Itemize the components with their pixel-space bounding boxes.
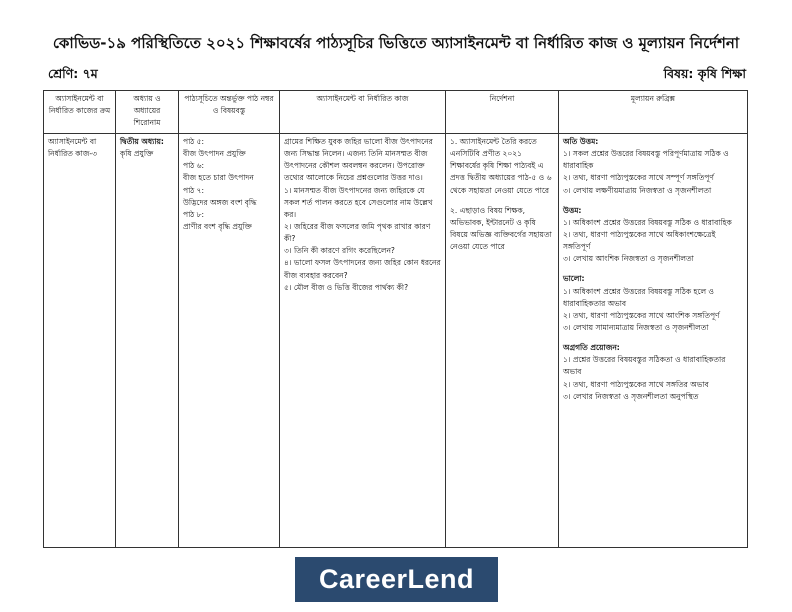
rubric-level-heading: ভালো:: [563, 274, 585, 284]
cell-lessons: [179, 134, 280, 548]
lesson-line: বীজ হতে চারা উৎপাদন: [183, 173, 254, 183]
task-question: ৫। মৌল বীজ ও ভিত্তি বীজের পার্থক্য কী?: [284, 282, 409, 292]
rubric-level-heading: অতি উত্তম:: [563, 137, 599, 146]
task-question: ৪। ভালো ফসল উৎপাদনের জন্য জহির কোন ধরনের বীজ ব্যবহার করবেন?: [284, 258, 441, 280]
header-instructions: নির্দেশনা: [446, 91, 559, 134]
lesson-line: প্রাণীর বংশ বৃদ্ধি প্রযুক্তি: [183, 221, 252, 231]
chapter-name: কৃষি প্রযুক্তি: [120, 149, 154, 159]
rubric-item: ২। তথ্য, ধারণা পাঠ্যপুস্তকের সাথে সম্পূর্ণ সঙ্গতিপূর্ণ: [563, 173, 714, 183]
subject-label: বিষয়: কৃষি শিক্ষা: [663, 66, 746, 81]
lesson-line: পাঠ ৬:: [183, 161, 205, 171]
header-chapter: অধ্যায় ও অধ্যায়ের শিরোনাম: [116, 91, 179, 134]
lesson-line: বীজ উৎপাদন প্রযুক্তি: [183, 149, 246, 159]
task-question: ২। জহিরের বীজ ফসলের জমি পৃথক রাখার কারণ কী?: [284, 221, 431, 244]
rubric-item: ৩। লেখায় লক্ষণীয়মাত্রায় নিজস্বতা ও সৃজনশীলতা: [563, 185, 712, 195]
rubric-item: ১। অধিকাংশ প্রশ্নের উত্তরের বিষয়বস্তু সঠিক হলে ও ধারাবাহিকতার অভাব: [563, 286, 714, 308]
task-question: ৩। তিনি কী কারণে রগিং করেছিলেন?: [284, 246, 395, 256]
lesson-line: পাঠ ৫:: [183, 137, 205, 146]
cell-task: [280, 134, 446, 548]
cell-instructions: [446, 134, 559, 548]
rubric-item: ১। প্রশ্নের উত্তরের বিষয়বস্তুর সঠিকতা ও ধারাবাহিকতার অভাব: [563, 355, 726, 377]
rubric-item: ৩। লেখায় আংশিক নিজস্বতা ও সৃজনশীলতা: [563, 254, 694, 264]
instruction-item: ২. এছাড়াও বিষয় শিক্ষক, অভিভাবক, ইন্টারনেট ও কৃষি বিষয়ে অভিজ্ঞ ব্যক্তিবর্গের সহায়তা নেওয়া যেতে পারে: [450, 205, 552, 252]
task-question: ১। মানসম্মত বীজ উৎপাদনের জন্য জহিরকে যে সকল শর্ত পালন করতে হবে সেগুলোর নাম উল্লেখ কর।: [284, 185, 433, 219]
header-assignment-no: অ্যাসাইনমেন্ট বা নির্ধারিত কাজের ক্রম: [44, 91, 116, 134]
table-header-row: [44, 91, 748, 134]
assignment-no-text: অ্যাসাইনমেন্ট বা নির্ধারিত কাজ-৩: [48, 137, 97, 159]
lesson-line: উদ্ভিদের অঙ্গজ বংশ বৃদ্ধি: [183, 197, 257, 207]
rubric-item: ১। সকল প্রশ্নের উত্তরের বিষয়বস্তু পরিপূর্ণমাত্রায় সঠিক ও ধারাবাহিক: [563, 149, 729, 171]
header-task: অ্যাসাইনমেন্ট বা নির্ধারিত কাজ: [280, 91, 446, 134]
careerlend-logo: [295, 557, 498, 602]
lesson-line: পাঠ ৮:: [183, 209, 205, 219]
rubric-level-heading: উত্তম:: [563, 205, 582, 215]
rubric-item: ৩। লেখার নিজস্বতা ও সৃজনশীলতা অনুপস্থিত: [563, 391, 699, 401]
rubric-item: ২। তথ্য, ধারণা পাঠ্যপুস্তকের সাথে সঙ্গতির অভাব: [563, 379, 709, 389]
cell-rubrics: [559, 134, 748, 548]
rubric-item: ৩। লেখায় সামান্যমাত্রায় নিজস্বতা ও সৃজনশীলতা: [563, 322, 709, 332]
table-row: [44, 134, 748, 548]
chapter-heading: দ্বিতীয় অধ্যায়:: [120, 137, 164, 146]
cell-chapter: [116, 134, 179, 548]
rubric-level-heading: অগ্রগতি প্রয়োজন:: [563, 343, 620, 353]
instruction-item: ১. অ্যাসাইনমেন্ট তৈরি করতে এনসিটিবি প্রণীত ২০২১ শিক্ষাবর্ষের কৃষি শিক্ষা পাঠ্যবই এ প্রদত্ত দ্বিতীয় অধ্যায়ের পাঠ-৫ ও ৬ থেকে সহায়তা নেওয়া যেতে পারে: [450, 137, 552, 195]
header-lessons: পাঠ্যসূচিতে অন্তর্ভুক্ত পাঠ নম্বর ও বিষয়বস্তু: [179, 91, 280, 134]
cell-assignment-no: [44, 134, 116, 548]
header-rubrics: মূল্যায়ন রুব্রিক্স: [559, 91, 748, 134]
lesson-line: পাঠ ৭:: [183, 185, 205, 195]
rubric-item: ২। তথ্য, ধারণা পাঠ্যপুস্তকের সাথে অধিকাংশক্ষেত্রেই সঙ্গতিপূর্ণ: [563, 229, 716, 252]
rubric-item: ২। তথ্য, ধারণা পাঠ্যপুস্তকের সাথে আংশিক সঙ্গতিপূর্ণ: [563, 310, 720, 320]
class-label: শ্রেণি: ৭ম: [48, 66, 98, 81]
assignment-table: [43, 90, 748, 548]
rubric-item: ১। অধিকাংশ প্রশ্নের উত্তরের বিষয়বস্তু সঠিক ও ধারাবাহিক: [563, 217, 732, 227]
document-title: কোভিড-১৯ পরিস্থিতিতে ২০২১ শিক্ষাবর্ষের পাঠ্যসূচির ভিত্তিতে অ্যাসাইনমেন্ট বা নির্ধারিত কাজ ও মূল্যায়ন নির্দেশনা: [52, 34, 740, 52]
task-intro: গ্রামের শিক্ষিত যুবক জহির ভালো বীজ উৎপাদনের জন্য সিদ্ধান্ত নিলেন। এজন্য তিনি মানসম্মত বীজ উৎপাদনের কৌশল অবলম্বন করলেন। উপরোক্ত তথ্যের আলোকে নিচের প্রশ্নগুলোর উত্তর দাও।: [284, 137, 433, 183]
logo-text: CareerLend: [318, 564, 475, 594]
